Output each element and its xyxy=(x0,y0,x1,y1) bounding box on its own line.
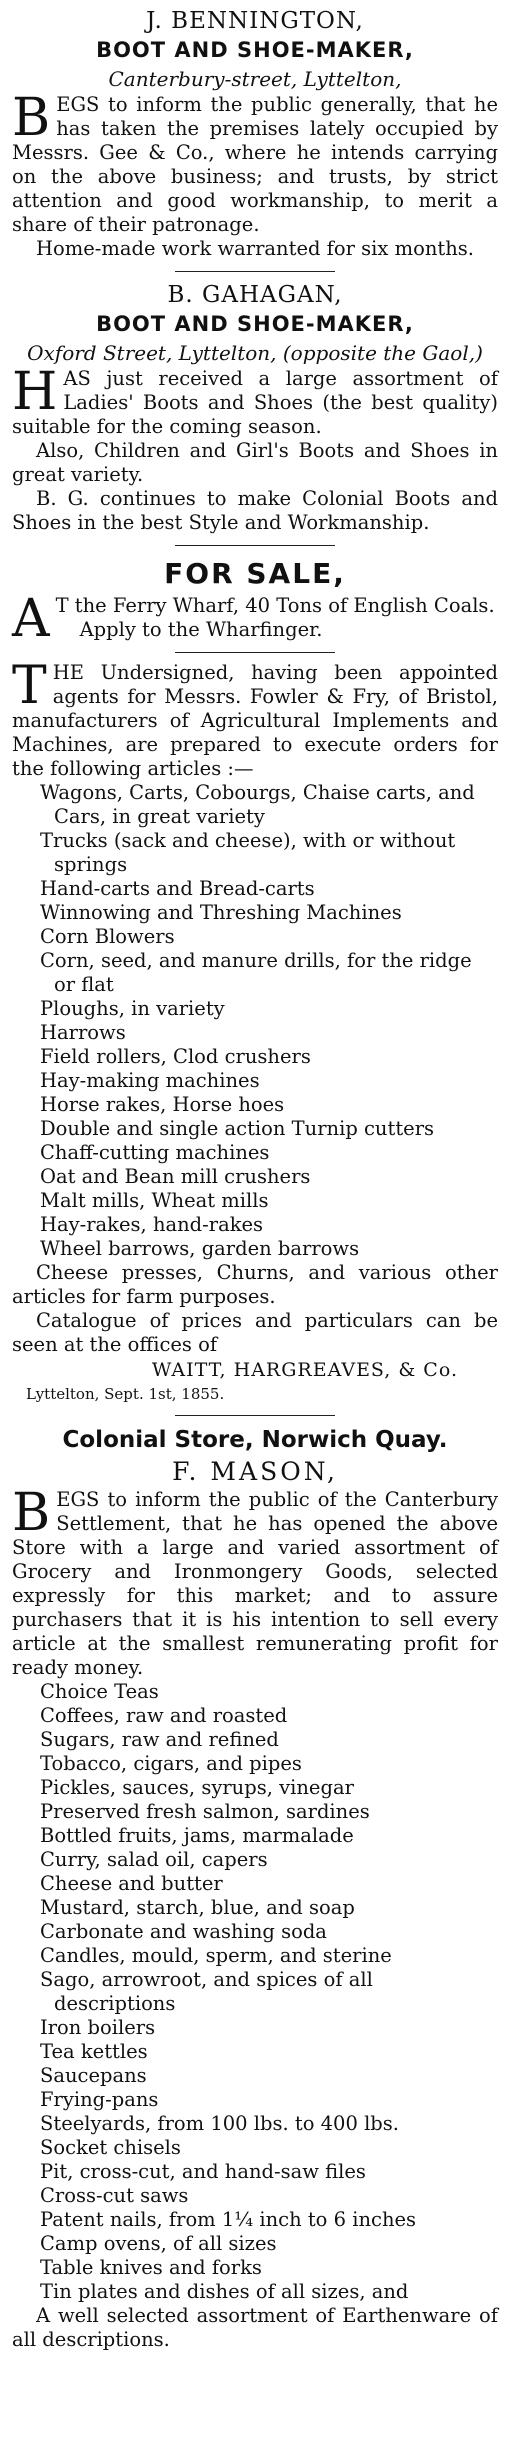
list-item: Wagons, Carts, Cobourgs, Chaise carts, and Cars, in great variety xyxy=(40,781,475,828)
advert-agricultural-implements xyxy=(12,656,498,1416)
advert-paragraph: Also, Children and Girl's Boots and Shoes in great variety. xyxy=(12,439,498,486)
list-item: Socket chisels xyxy=(40,2136,181,2159)
drop-cap: B xyxy=(12,88,51,148)
advertiser-name: B. GAHAGAN, xyxy=(167,282,343,308)
advert-body-text: T the Ferry Wharf, 40 Tons of English Coals. xyxy=(55,594,495,617)
list-item: Harrows xyxy=(40,1021,126,1044)
advert-colonial-store xyxy=(12,1424,498,2352)
divider-rule xyxy=(175,545,335,546)
list-item: Field rollers, Clod crushers xyxy=(40,1045,311,1068)
list-item: Cross-cut saws xyxy=(40,2184,189,2207)
address-line: Oxford Street, Lyttelton, (opposite the Gaol,) xyxy=(27,341,483,365)
list-item: Saucepans xyxy=(40,2064,147,2087)
advert-body xyxy=(12,656,498,781)
list-item: Pickles, sauces, syrups, vinegar xyxy=(40,1776,354,1799)
list-item: Carbonate and washing soda xyxy=(40,1920,327,1943)
list-item: Choice Teas xyxy=(40,1680,159,1703)
list-item: Steelyards, from 100 lbs. to 400 lbs. xyxy=(40,2112,399,2135)
advert-body-text: EGS to inform the public of the Canterbury Settlement, that he has opened the above Store with a large and varied assortment of Grocery and Ironmongery Goods, selected expressly for this market; and to assure purchasers that it is his intention to sell every article at the smallest remunerating profit for ready money. xyxy=(12,1488,498,1679)
advert-closing: A well selected assortment of Earthenware of all descriptions. xyxy=(12,2304,498,2351)
list-item: Ploughs, in variety xyxy=(40,997,225,1020)
store-heading: Colonial Store, Norwich Quay. xyxy=(62,1427,448,1453)
list-item: Oat and Bean mill crushers xyxy=(40,1165,311,1188)
list-item: Wheel barrows, garden barrows xyxy=(40,1237,360,1260)
drop-cap: T xyxy=(12,656,47,716)
list-item: Camp ovens, of all sizes xyxy=(40,2232,277,2255)
list-item: Patent nails, from 1¼ inch to 6 inches xyxy=(40,2208,417,2231)
implements-list xyxy=(12,781,498,1261)
advert-body xyxy=(12,88,498,237)
dateline: Lyttelton, Sept. 1st, 1855. xyxy=(26,1385,225,1403)
list-item: Preserved fresh salmon, sardines xyxy=(40,1800,370,1823)
advert-paragraph: B. G. continues to make Colonial Boots and Shoes in the best Style and Workmanship. xyxy=(12,487,498,534)
drop-cap: H xyxy=(12,362,58,422)
list-item: Trucks (sack and cheese), with or without springs xyxy=(40,829,456,876)
goods-list xyxy=(12,1680,498,2304)
list-item: Cheese and butter xyxy=(40,1872,223,1895)
list-item: Tin plates and dishes of all sizes, and xyxy=(40,2280,409,2303)
advert-body xyxy=(12,362,498,439)
trade-heading: BOOT AND SHOE-MAKER, xyxy=(96,312,414,336)
list-item: Corn, seed, and manure drills, for the ridge or flat xyxy=(40,949,472,996)
advert-body-text: AS just received a large assortment of Ladies' Boots and Shoes (the best quality) suitable for the coming season. xyxy=(12,367,498,438)
list-item: Corn Blowers xyxy=(40,925,175,948)
divider-rule xyxy=(175,1415,335,1416)
trade-heading: BOOT AND SHOE-MAKER, xyxy=(96,38,414,62)
for-sale-heading: FOR SALE, xyxy=(164,557,346,590)
drop-cap: B xyxy=(12,1483,51,1543)
list-item: Horse rakes, Horse hoes xyxy=(40,1093,285,1116)
advert-for-sale xyxy=(12,554,498,653)
advert-body xyxy=(12,1483,498,1680)
list-item: Hand-carts and Bread-carts xyxy=(40,877,315,900)
list-item: Mustard, starch, blue, and soap xyxy=(40,1896,355,1919)
list-item: Tobacco, cigars, and pipes xyxy=(40,1752,302,1775)
address-line: Canterbury-street, Lyttelton, xyxy=(108,67,402,91)
list-item: Curry, salad oil, capers xyxy=(40,1848,268,1871)
list-item: Double and single action Turnip cutters xyxy=(40,1117,435,1140)
list-item: Sago, arrowroot, and spices of all descriptions xyxy=(40,1968,373,2015)
signature: WAITT, HARGREAVES, & Co. xyxy=(151,1359,458,1381)
advert-footer: Home-made work warranted for six months. xyxy=(36,237,474,260)
list-item: Candles, mould, sperm, and sterine xyxy=(40,1944,392,1967)
list-item: Pit, cross-cut, and hand-saw files xyxy=(40,2160,366,2183)
list-item: Table knives and forks xyxy=(40,2256,262,2279)
drop-cap: A xyxy=(12,589,50,649)
advert-paragraph: Apply to the Wharfinger. xyxy=(79,618,323,641)
list-item: Hay-rakes, hand-rakes xyxy=(40,1213,264,1236)
list-item: Tea kettles xyxy=(40,2040,148,2063)
list-item: Bottled fruits, jams, marmalade xyxy=(40,1824,354,1847)
divider-rule xyxy=(175,271,335,272)
divider-rule xyxy=(175,652,335,653)
list-item: Sugars, raw and refined xyxy=(40,1728,279,1751)
advert-paragraph: Catalogue of prices and particulars can be seen at the offices of xyxy=(12,1309,498,1356)
advert-paragraph: Cheese presses, Churns, and various other articles for farm purposes. xyxy=(12,1261,498,1308)
advert-gahagan xyxy=(12,280,498,546)
advert-bennington xyxy=(12,6,498,272)
advert-body-text: EGS to inform the public generally, that he has taken the premises lately occupied by Messrs. Gee & Co., where he intends carrying on the above business; and trusts, by strict attention and good workmanship, to merit a share of their patronage. xyxy=(12,93,498,236)
list-item: Chaff-cutting machines xyxy=(40,1141,270,1164)
advert-body-text: HE Undersigned, having been appointed agents for Messrs. Fowler & Fry, of Bristol, manufacturers of Agricultural Implements and Machines, are prepared to execute orders for the following articles :— xyxy=(12,661,498,780)
list-item: Hay-making machines xyxy=(40,1069,260,1092)
list-item: Winnowing and Threshing Machines xyxy=(40,901,402,924)
list-item: Coffees, raw and roasted xyxy=(40,1704,288,1727)
advertiser-name: F. MASON, xyxy=(172,1457,338,1486)
list-item: Malt mills, Wheat mills xyxy=(40,1189,269,1212)
advertiser-name: J. BENNINGTON, xyxy=(146,8,364,34)
list-item: Iron boilers xyxy=(40,2016,156,2039)
list-item: Frying-pans xyxy=(40,2088,159,2111)
